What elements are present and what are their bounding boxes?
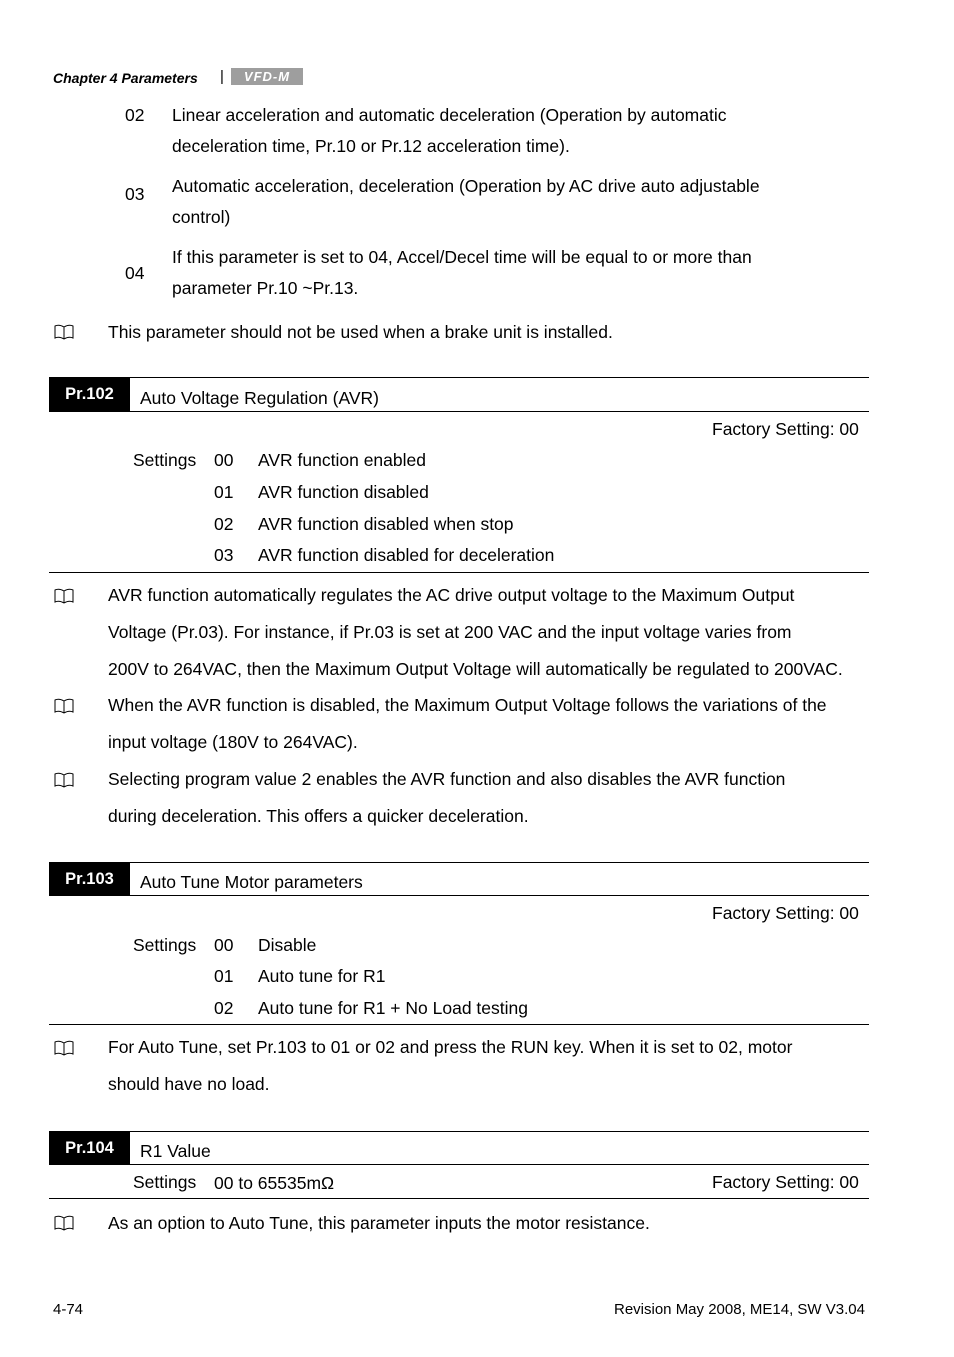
settings-label: Settings — [133, 935, 197, 955]
book-icon — [54, 324, 74, 340]
note-avr-regulation — [108, 577, 843, 687]
param-badge-pr104: Pr.104 — [49, 1132, 130, 1165]
option-code: 02 — [125, 105, 145, 125]
option-desc-line2: parameter Pr.10 ~Pr.13. — [172, 278, 359, 298]
note-line: For Auto Tune, set Pr.103 to 01 or 02 and press the RUN key. When it is set to 02, motor — [108, 1037, 793, 1057]
factory-setting-pr102: Factory Setting: 00 — [712, 419, 859, 439]
setting-code: 00 — [214, 935, 234, 955]
section-top-rule — [49, 1131, 869, 1132]
factory-setting-pr103: Factory Setting: 00 — [712, 903, 859, 923]
note-line: Voltage (Pr.03). For instance, if Pr.03 is set at 200 VAC and the input voltage varies from — [108, 621, 792, 642]
settings-label: Settings — [133, 1172, 197, 1192]
setting-desc: AVR function disabled when stop — [258, 514, 514, 534]
option-desc-line2: deceleration time, Pr.10 or Pr.12 acceleration time). — [172, 136, 570, 156]
note-line: should have no load. — [108, 1073, 270, 1094]
note-r1-value: As an option to Auto Tune, this parameter inputs the motor resistance. — [108, 1213, 650, 1233]
option-desc-line1: Linear acceleration and automatic deceleration (Operation by automatic — [172, 105, 727, 125]
note-brake: This parameter should not be used when a brake unit is installed. — [108, 322, 613, 342]
chapter-title: Chapter 4 Parameters — [53, 70, 198, 86]
setting-desc: Auto tune for R1 + No Load testing — [258, 998, 528, 1018]
section-title-rule — [49, 895, 869, 896]
setting-desc: AVR function disabled — [258, 482, 429, 502]
note-line: 200V to 264VAC, then the Maximum Output Voltage will automatically be regulated to 200VAC. — [108, 658, 843, 679]
book-icon — [54, 1215, 74, 1231]
note-auto-tune — [108, 1029, 792, 1103]
option-desc-line2: control) — [172, 207, 231, 227]
option-desc-line1: Automatic acceleration, deceleration (Operation by AC drive auto adjustable — [172, 176, 760, 196]
setting-desc: AVR function enabled — [258, 450, 426, 470]
section-bottom-rule — [49, 1024, 869, 1025]
section-title-rule — [49, 411, 869, 412]
section-bottom-rule — [49, 572, 869, 573]
section-top-rule — [49, 377, 869, 378]
setting-desc: AVR function disabled for deceleration — [258, 545, 555, 565]
param-badge-pr103: Pr.103 — [49, 863, 130, 896]
setting-code: 02 — [214, 998, 234, 1018]
setting-desc: Disable — [258, 935, 317, 955]
note-avr-disabled — [108, 687, 827, 761]
revision-info: Revision May 2008, ME14, SW V3.04 — [614, 1301, 865, 1318]
param-badge-pr102: Pr.102 — [49, 378, 130, 411]
setting-code: 00 — [214, 450, 234, 470]
section-title-rule — [49, 1164, 869, 1165]
setting-code: 02 — [214, 514, 234, 534]
book-icon — [54, 772, 74, 788]
book-icon — [54, 698, 74, 714]
settings-label: Settings — [133, 450, 197, 470]
vfd-m-logo: VFD-M — [231, 68, 303, 85]
option-code: 03 — [125, 184, 145, 204]
note-line: Selecting program value 2 enables the AVR function and also disables the AVR function — [108, 769, 786, 789]
option-desc-line1: If this parameter is set to 04, Accel/Decel time will be equal to or more than — [172, 247, 752, 267]
book-icon — [54, 1040, 74, 1056]
note-line: AVR function automatically regulates the AC drive output voltage to the Maximum Output — [108, 585, 795, 605]
note-line: during deceleration. This offers a quicker deceleration. — [108, 805, 529, 826]
param-title-pr102: Auto Voltage Regulation (AVR) — [140, 388, 379, 408]
setting-code: 01 — [214, 966, 234, 986]
section-bottom-rule — [49, 1198, 869, 1199]
setting-code: 03 — [214, 545, 234, 565]
param-title-pr104: R1 Value — [140, 1141, 211, 1161]
setting-range: 00 to 65535mΩ — [214, 1173, 335, 1193]
param-title-pr103: Auto Tune Motor parameters — [140, 872, 363, 892]
book-icon — [54, 588, 74, 604]
header-separator: | — [220, 68, 224, 85]
section-top-rule — [49, 862, 869, 863]
setting-code: 01 — [214, 482, 234, 502]
note-line: When the AVR function is disabled, the Maximum Output Voltage follows the variations of the — [108, 695, 827, 715]
note-line: input voltage (180V to 264VAC). — [108, 731, 358, 752]
factory-setting-pr104: Factory Setting: 00 — [712, 1172, 859, 1192]
note-avr-program-value — [108, 761, 785, 835]
setting-desc: Auto tune for R1 — [258, 966, 386, 986]
option-code: 04 — [125, 263, 145, 283]
page-number: 4-74 — [53, 1301, 84, 1318]
